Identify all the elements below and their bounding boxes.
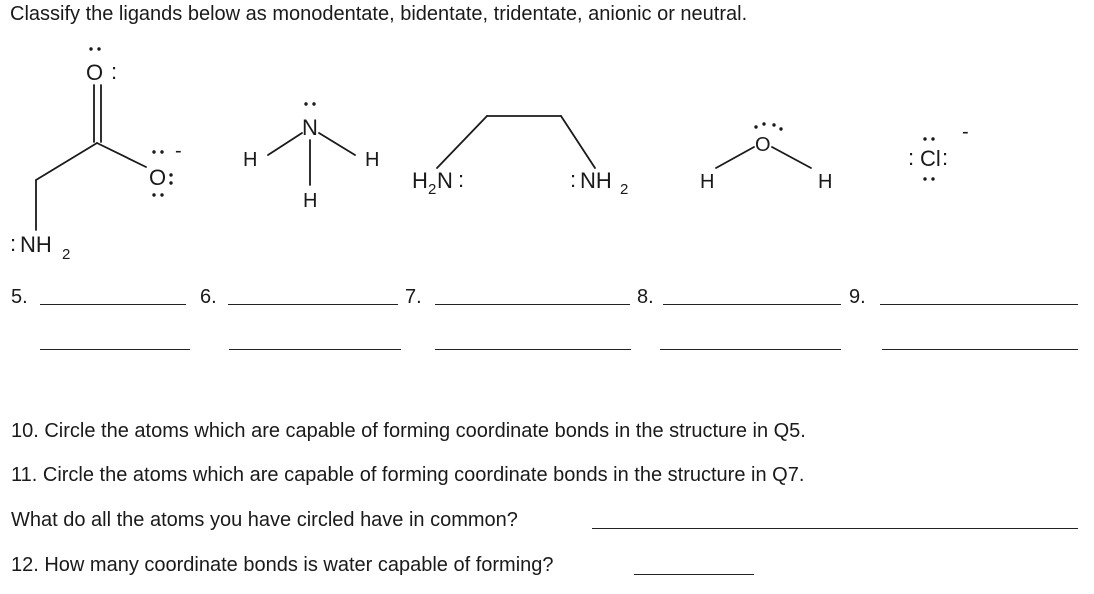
question-11: 11. Circle the atoms which are capable of forming coordinate bonds in the structure in Q7.: [11, 464, 805, 486]
answer-number-6: 6.: [200, 286, 217, 308]
ligand-structures: [0, 0, 1094, 280]
answer-blank-8b[interactable]: [660, 349, 841, 350]
q5-amine-colon: :: [10, 231, 17, 256]
q8-oxygen: O: [755, 134, 771, 156]
q5-amine: NH: [20, 232, 52, 257]
q5-amine-sub: 2: [62, 246, 71, 263]
q5-charge: -: [175, 140, 182, 162]
answer-blank-9b[interactable]: [882, 349, 1078, 350]
answer-blank-6a[interactable]: [228, 304, 398, 305]
q5-colon: :: [111, 59, 118, 84]
q8-h-left: H: [700, 171, 715, 193]
q6-h-bottom: H: [303, 190, 318, 212]
answer-blank-6b[interactable]: [229, 349, 401, 350]
q7-h2n-sub: 2: [428, 181, 437, 198]
q6-h-right: H: [365, 149, 380, 171]
q9-charge: -: [962, 121, 969, 143]
q6-h-left: H: [243, 149, 258, 171]
answer-number-9: 9.: [849, 286, 866, 308]
answer-blank-9a[interactable]: [880, 304, 1078, 305]
q5-oxygen-side: O: [149, 165, 167, 190]
answer-blank-11[interactable]: [592, 528, 1078, 529]
answer-blank-8a[interactable]: [663, 304, 841, 305]
q7-nh2-sub: 2: [620, 181, 629, 198]
q5-oxygen-top: O: [86, 60, 104, 85]
q8-h-right: H: [818, 171, 833, 193]
q9-colon-left: :: [908, 145, 915, 170]
question-12: 12. How many coordinate bonds is water capable of forming?: [11, 554, 554, 576]
q9-colon-right: :: [942, 145, 949, 170]
q7-h2n-colon: :: [458, 167, 465, 192]
q6-nitrogen: N: [302, 115, 318, 140]
lone-pair-dots: [89, 47, 934, 196]
question-11-followup: What do all the atoms you have circled have in common?: [11, 509, 518, 531]
answer-blank-12[interactable]: [634, 574, 754, 575]
q7-nh2-colon: :: [570, 167, 577, 192]
instruction-text: Classify the ligands below as monodentate, bidentate, tridentate, anionic or neutral.: [10, 3, 748, 25]
q7-h2n-h: H: [412, 168, 428, 193]
answer-blank-7b[interactable]: [435, 349, 631, 350]
answer-blank-7a[interactable]: [435, 304, 630, 305]
q7-nh2: NH: [580, 168, 612, 193]
answer-number-7: 7.: [405, 286, 422, 308]
answer-blank-5a[interactable]: [40, 304, 186, 305]
answer-number-5: 5.: [11, 286, 28, 308]
question-10: 10. Circle the atoms which are capable of forming coordinate bonds in the structure in Q5.: [11, 420, 806, 442]
q7-h2n-n: N: [437, 168, 453, 193]
answer-number-8: 8.: [637, 286, 654, 308]
answer-blank-5b[interactable]: [40, 349, 190, 350]
q9-chloride: Cl: [920, 146, 941, 171]
